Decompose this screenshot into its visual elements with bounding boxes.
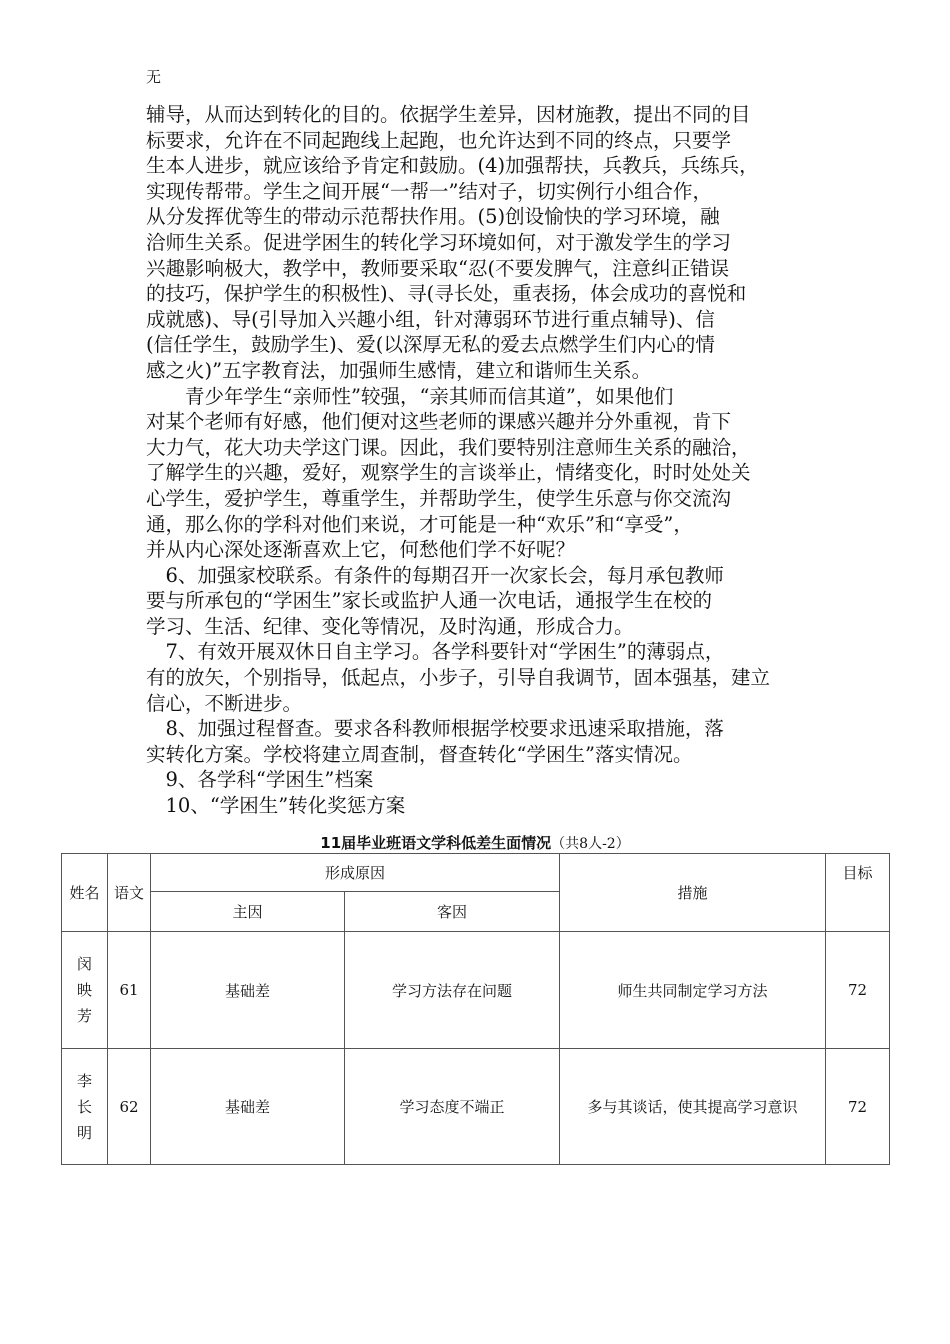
text-line: 7、有效开展双休日自主学习。各学科要针对“学困生”的薄弱点， bbox=[146, 640, 725, 664]
target-score: 72 bbox=[826, 1049, 890, 1165]
text-line: 生本人进步，就应该给予肯定和鼓励。(4)加强帮扶，兵教兵，兵练兵， bbox=[146, 154, 759, 178]
text-line: 实现传帮带。学生之间开展“一帮一”结对子，切实例行小组合作， bbox=[146, 179, 712, 203]
text-line: 辅导，从而达到转化的目的。依据学生差异，因材施教，提出不同的目 bbox=[146, 103, 751, 126]
table-row bbox=[62, 1049, 890, 1165]
header-target: 目标 bbox=[826, 854, 890, 932]
table-title-main: 11届毕业班语文学科低差生面情况 bbox=[320, 834, 552, 852]
header-measures: 措施 bbox=[560, 854, 826, 932]
text-line: 并从内心深处逐渐喜欢上它，何愁他们学不好呢？ bbox=[146, 538, 576, 562]
text-line: 9、各学科“学困生”档案 bbox=[146, 768, 374, 792]
secondary-cause: 学习方法存在问题 bbox=[345, 932, 560, 1049]
main-cause: 基础差 bbox=[151, 932, 345, 1049]
text-line: (信任学生，鼓励学生)、爱(以深厚无私的爱去点燃学生们内心的情 bbox=[146, 333, 715, 357]
student-table bbox=[61, 853, 890, 1165]
main-cause: 基础差 bbox=[151, 1049, 345, 1165]
header-secondary-cause: 客因 bbox=[345, 892, 560, 932]
header-name: 姓名 bbox=[62, 854, 108, 932]
text-line: 10、“学困生”转化奖惩方案 bbox=[146, 794, 406, 818]
text-line: 6、加强家校联系。有条件的每期召开一次家长会，每月承包教师 bbox=[146, 563, 724, 587]
text-line: 对某个老师有好感，他们便对这些老师的课感兴趣并分外重视，肯下 bbox=[146, 410, 732, 434]
table-header-row bbox=[62, 854, 890, 892]
text-line: 有的放矢，个别指导，低起点，小步子，引导自我调节，固本强基，建立 bbox=[146, 666, 771, 690]
student-score: 61 bbox=[108, 932, 151, 1049]
table-title-sub: （共8人-2） bbox=[551, 836, 630, 852]
header-main-cause: 主因 bbox=[151, 892, 345, 932]
text-line: 通，那么你的学科对他们来说，才可能是一种“欢乐”和“享受”， bbox=[146, 512, 693, 536]
table-row bbox=[62, 932, 890, 1049]
text-line: 感之火)”五字教育法，加强师生感情，建立和谐师生关系。 bbox=[146, 358, 652, 382]
text-line: 成就感)、导(引导加入兴趣小组，针对薄弱环节进行重点辅导)、信 bbox=[146, 307, 715, 331]
text-line: 8、加强过程督查。要求各科教师根据学校要求迅速采取措施，落 bbox=[146, 717, 724, 741]
text-line: 标要求，允许在不同起跑线上起跑，也允许达到不同的终点，只要学 bbox=[146, 128, 732, 152]
name-char: 明 bbox=[76, 1123, 92, 1142]
name-char: 闵 bbox=[76, 955, 92, 973]
text-line: 学习、生活、纪律、变化等情况，及时沟通，形成合力。 bbox=[146, 614, 634, 638]
text-line: 实转化方案。学校将建立周查制，督查转化“学困生”落实情况。 bbox=[146, 742, 693, 766]
text-line: 兴趣影响极大，教学中，教师要采取“忍(不要发脾气，注意纠正错误 bbox=[146, 256, 730, 280]
text-line: 大力气，花大功夫学这门课。因此，我们要特别注意师生关系的融洽， bbox=[146, 435, 751, 459]
text-line: 从分发挥优等生的带动示范帮扶作用。(5)创设愉快的学习环境，融 bbox=[146, 205, 720, 229]
text-line: 要与所承包的“学困生”家长或监护人通一次电话，通报学生在校的 bbox=[146, 589, 712, 613]
text-line: 青少年学生“亲师性”较强，“亲其师而信其道”，如果他们 bbox=[146, 384, 674, 408]
page-header-mark: 无 bbox=[146, 68, 162, 86]
name-char: 芳 bbox=[76, 1007, 92, 1025]
document-body bbox=[146, 102, 818, 819]
name-char: 映 bbox=[76, 981, 92, 999]
target-score: 72 bbox=[826, 932, 890, 1049]
measure: 多与其谈话，使其提高学习意识 bbox=[560, 1049, 826, 1165]
text-line: 的技巧，保护学生的积极性)、寻(寻长处，重表扬，体会成功的喜悦和 bbox=[146, 282, 747, 306]
name-char: 李 bbox=[76, 1071, 92, 1090]
student-name bbox=[62, 932, 108, 1049]
text-line: 洽师生关系。促进学困生的转化学习环境如何，对于激发学生的学习 bbox=[146, 230, 732, 254]
secondary-cause: 学习态度不端正 bbox=[345, 1049, 560, 1165]
student-score: 62 bbox=[108, 1049, 151, 1165]
table-title bbox=[0, 832, 950, 853]
student-name bbox=[62, 1049, 108, 1165]
measure: 师生共同制定学习方法 bbox=[560, 932, 826, 1049]
header-cause: 形成原因 bbox=[151, 854, 560, 892]
text-line: 了解学生的兴趣，爱好，观察学生的言谈举止，情绪变化，时时处处关 bbox=[146, 461, 751, 485]
text-line: 信心，不断进步。 bbox=[146, 691, 303, 715]
text-line: 心学生，爱护学生，尊重学生，并帮助学生，使学生乐意与你交流沟 bbox=[146, 486, 732, 510]
header-subject: 语文 bbox=[108, 854, 151, 932]
name-char: 长 bbox=[76, 1097, 92, 1116]
